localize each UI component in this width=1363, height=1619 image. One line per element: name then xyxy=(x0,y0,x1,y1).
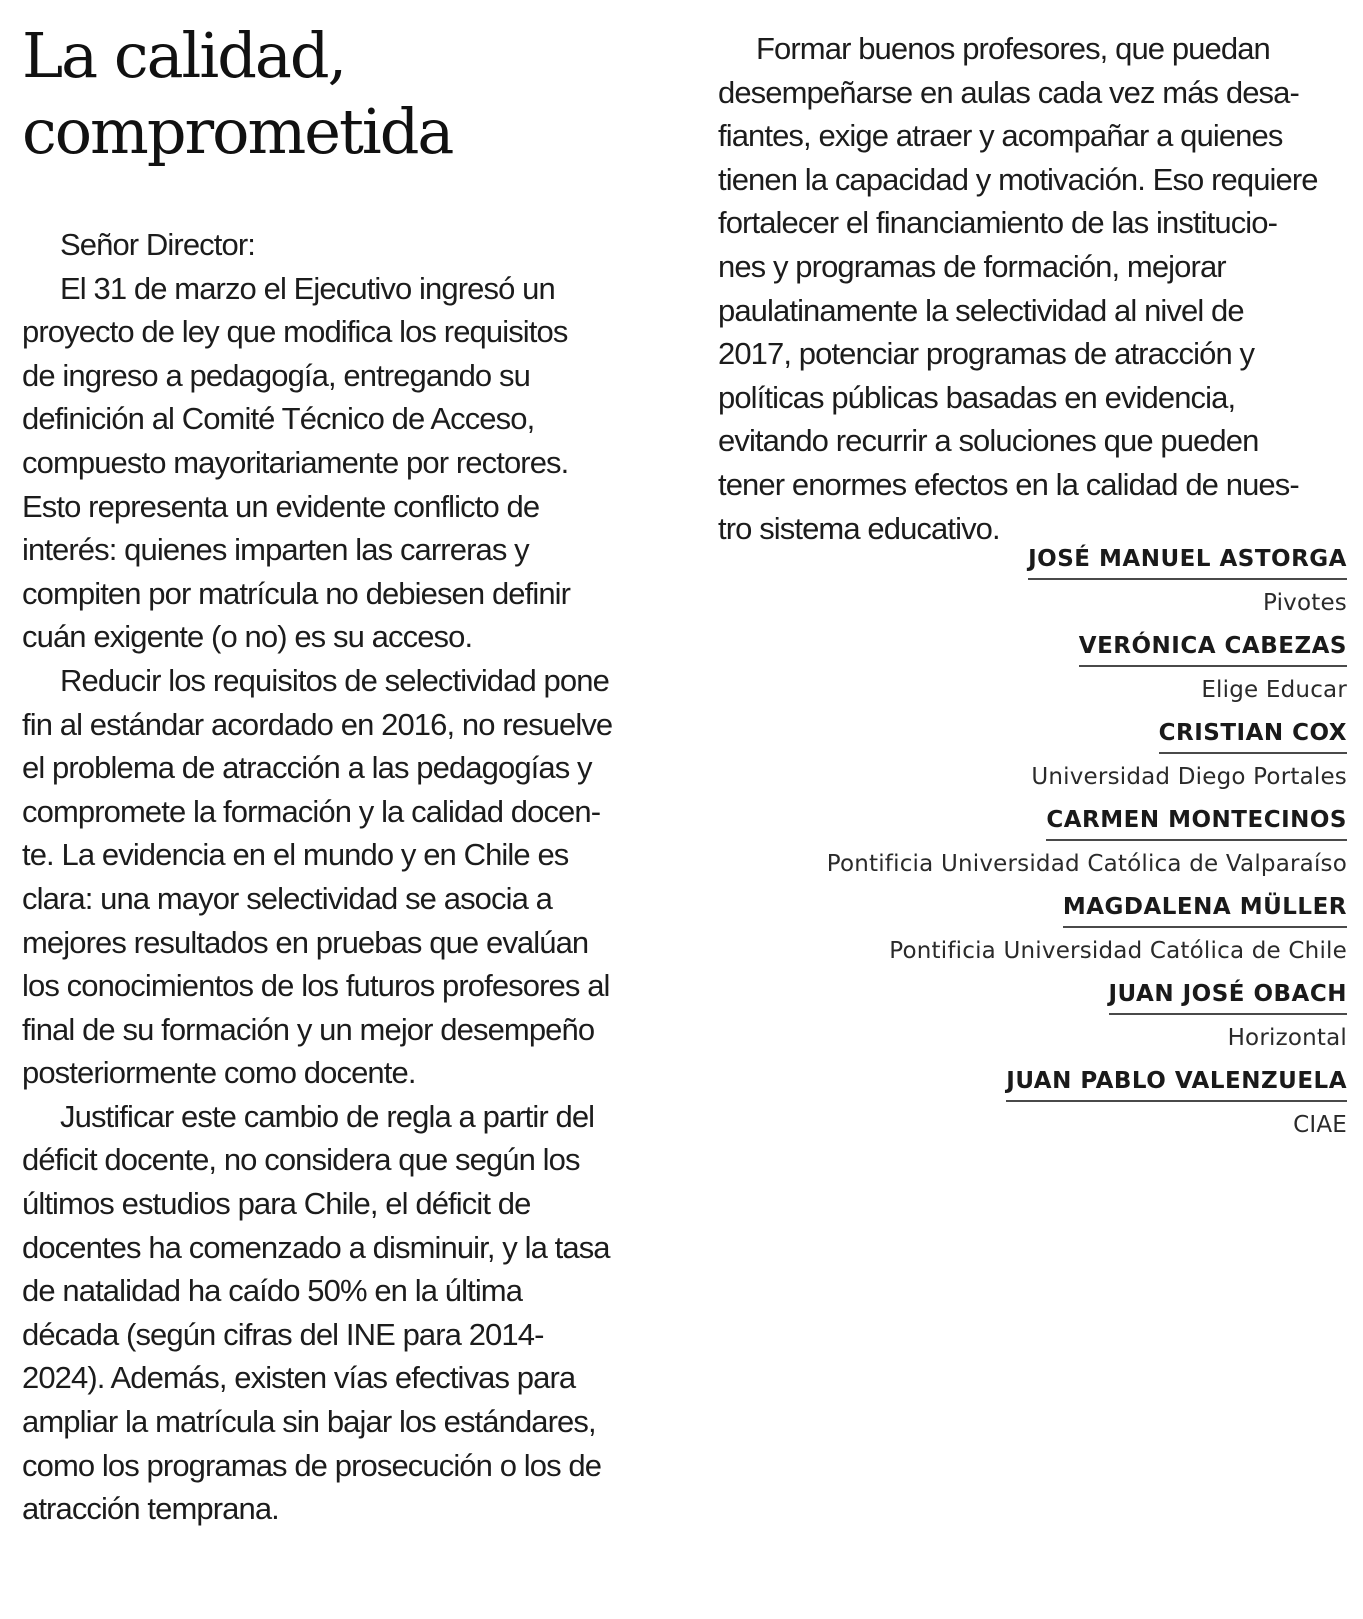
signatory-organization: Horizontal xyxy=(1227,1025,1347,1051)
signatory-name: JOSÉ MANUEL ASTORGA xyxy=(1028,542,1347,580)
text-line: definición al Comité Técnico de Acceso, xyxy=(22,401,535,437)
text-line: clara: una mayor selectividad se asocia a xyxy=(22,880,553,916)
text-line: década (según cifras del INE para 2014- xyxy=(22,1316,544,1352)
text-line: políticas públicas basadas en evidencia, xyxy=(718,379,1236,415)
text-line: El 31 de marzo el Ejecutivo ingresó un xyxy=(60,270,555,306)
signatory-name: JUAN JOSÉ OBACH xyxy=(1109,977,1348,1015)
signatory-organization: Pivotes xyxy=(1263,590,1347,616)
text-line: compiten por matrícula no debiesen definir xyxy=(22,575,571,611)
text-line: los conocimientos de los futuros profesores al xyxy=(22,968,610,1004)
signatory-organization: Pontificia Universidad Católica de Chile xyxy=(889,938,1347,964)
signatory-organization: CIAE xyxy=(1293,1112,1347,1138)
signatory xyxy=(747,1064,1347,1148)
text-line: Justificar este cambio de regla a partir del xyxy=(60,1098,595,1134)
signatory xyxy=(747,803,1347,887)
text-line: atracción temprana. xyxy=(22,1491,279,1527)
text-line: fortalecer el financiamiento de las institucio- xyxy=(718,205,1278,241)
text-line: tener enormes efectos en la calidad de nues- xyxy=(718,466,1299,502)
text-line: compuesto mayoritariamente por rectores. xyxy=(22,444,569,480)
text-line: tienen la capacidad y motivación. Eso requiere xyxy=(718,161,1318,197)
text-line: te. La evidencia en el mundo y en Chile es xyxy=(22,837,569,873)
headline-line: La calidad, xyxy=(22,19,346,92)
signatory-name: MAGDALENA MÜLLER xyxy=(1063,890,1347,928)
text-line: posteriormente como docente. xyxy=(22,1055,416,1091)
text-line: Formar buenos profesores, que puedan xyxy=(756,31,1270,66)
letter-body-left-column xyxy=(22,223,672,1531)
text-line: de natalidad ha caído 50% en la última xyxy=(22,1273,523,1309)
signatories-list xyxy=(747,542,1347,1151)
text-line: docentes ha comenzado a disminuir, y la tasa xyxy=(22,1229,610,1265)
text-line: evitando recurrir a soluciones que pueden xyxy=(718,423,1259,459)
signatory xyxy=(747,890,1347,974)
text-line: últimos estudios para Chile, el déficit de xyxy=(22,1186,531,1222)
text-line: mejores resultados en pruebas que evalúan xyxy=(22,924,589,960)
text-line: paulatinamente la selectividad al nivel de xyxy=(718,292,1244,328)
signatory xyxy=(747,629,1347,713)
text-line: compromete la formación y la calidad docen- xyxy=(22,793,601,829)
text-line: el problema de atracción a las pedagogías y xyxy=(22,750,592,786)
text-line: de ingreso a pedagogía, entregando su xyxy=(22,357,530,393)
text-line: Esto representa un evidente conflicto de xyxy=(22,488,540,524)
text-line: fin al estándar acordado en 2016, no resuelve xyxy=(22,706,613,742)
signatory-name: CARMEN MONTECINOS xyxy=(1046,803,1347,841)
text-line: Reducir los requisitos de selectividad pone xyxy=(60,662,609,698)
text-line: cuán exigente (o no) es su acceso. xyxy=(22,619,473,655)
text-line: final de su formación y un mejor desempeño xyxy=(22,1011,595,1047)
headline xyxy=(22,18,662,170)
text-line: 2017, potenciar programas de atracción y xyxy=(718,336,1255,372)
signatory-name: CRISTIAN COX xyxy=(1159,716,1347,754)
headline-line: comprometida xyxy=(22,95,453,168)
text-line: proyecto de ley que modifica los requisitos xyxy=(22,314,568,350)
text-line: desempeñarse en aulas cada vez más desa- xyxy=(718,74,1299,110)
signatory-name: VERÓNICA CABEZAS xyxy=(1079,629,1347,667)
text-line: nes y programas de formación, mejorar xyxy=(718,248,1226,284)
signatory-organization: Elige Educar xyxy=(1201,677,1347,703)
text-line: 2024). Además, existen vías efectivas para xyxy=(22,1360,576,1396)
signatory-organization: Universidad Diego Portales xyxy=(1031,764,1347,790)
signatory xyxy=(747,977,1347,1061)
letter-body-right-column xyxy=(718,27,1358,550)
signatory-name: JUAN PABLO VALENZUELA xyxy=(1006,1064,1347,1102)
text-line: tro sistema educativo. xyxy=(718,510,1000,546)
text-line: interés: quienes imparten las carreras y xyxy=(22,532,529,568)
signatory-organization: Pontificia Universidad Católica de Valparaíso xyxy=(826,851,1347,877)
text-line: déficit docente, no considera que según los xyxy=(22,1142,580,1178)
text-line: fiantes, exige atraer y acompañar a quienes xyxy=(718,118,1283,154)
text-line: ampliar la matrícula sin bajar los estándares, xyxy=(22,1404,596,1440)
text-line: como los programas de prosecución o los de xyxy=(22,1447,602,1483)
text-line: Señor Director: xyxy=(60,227,255,262)
signatory xyxy=(747,542,1347,626)
signatory xyxy=(747,716,1347,800)
